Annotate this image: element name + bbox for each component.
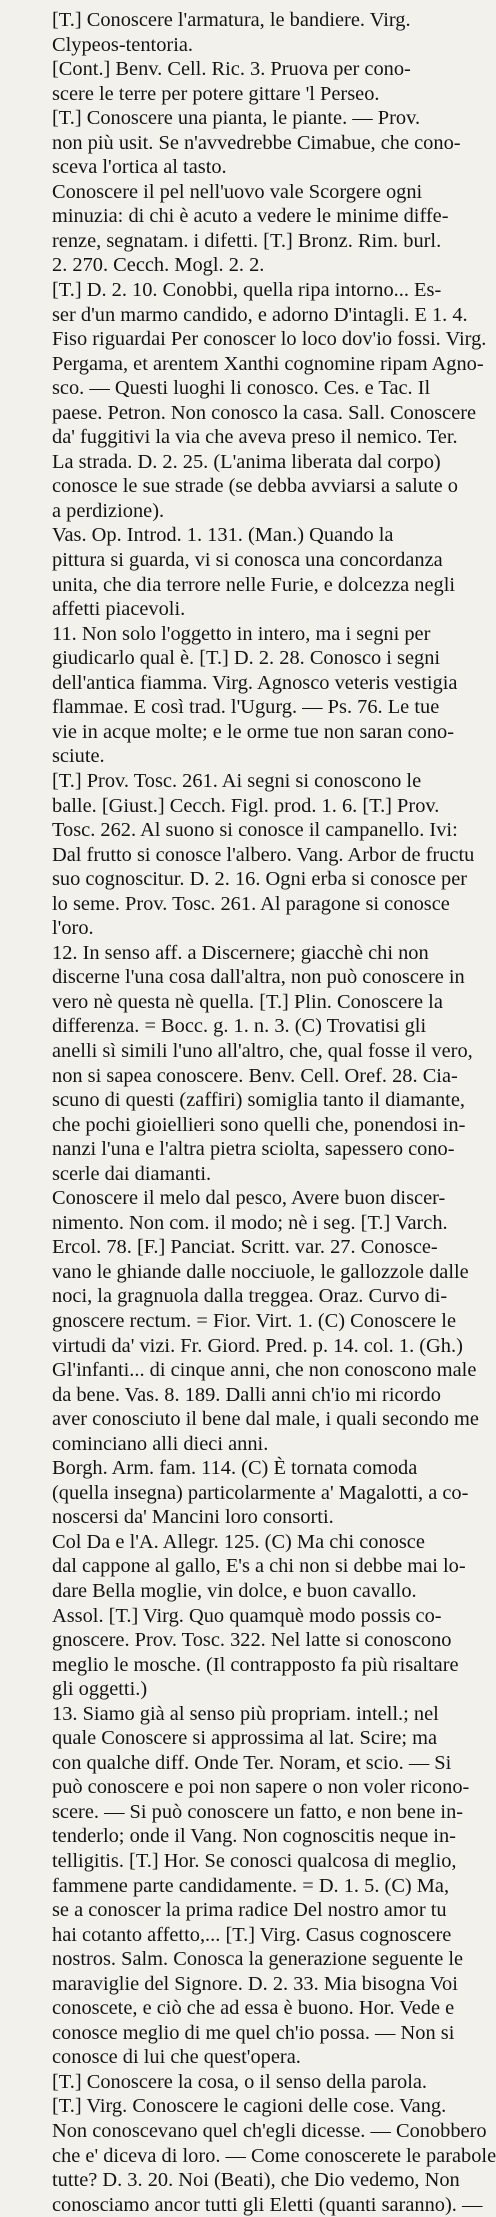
text-line: balle. [Giust.] Cecch. Figl. prod. 1. 6. [T.] Prov. (52, 794, 440, 817)
text-line: conosce meglio di me quel ch'io possa. — Non si (52, 2021, 455, 2044)
dictionary-paragraph (6, 941, 473, 1186)
text-line: Dal frutto si conosce l'albero. Vang. Arbor de fructu (52, 843, 475, 866)
text-line: Fiso riguardai Per conoscer lo loco dov'io fossi. Virg. (52, 328, 487, 351)
text-line: noci, la gragnuola dalla treggea. Oraz. Curvo di- (52, 1285, 448, 1308)
dictionary-paragraph (6, 278, 487, 523)
text-line: Conoscere il pel nell'uovo vale Scorgere ogni (52, 180, 423, 203)
text-line: renze, segnatam. i difetti. [T.] Bronz. Rim. burl. (52, 229, 442, 252)
dictionary-paragraph (6, 1604, 459, 1702)
text-line: con qualche diff. Onde Ter. Noram, et scio. — Si (52, 1751, 452, 1774)
text-line: flammae. E così trad. l'Ugurg. — Ps. 76. Le tue (52, 696, 440, 719)
text-line: gnoscere rectum. = Fior. Virt. 1. (C) Conoscere le (52, 1309, 457, 1332)
text-line: [Cont.] Benv. Cell. Ric. 3. Pruova per cono- (52, 58, 411, 81)
text-line: [T.] Virg. Conoscere le cagioni delle cose. Vang. (52, 2095, 447, 2118)
dictionary-paragraph (6, 769, 475, 941)
text-line: gnoscere. Prov. Tosc. 322. Nel latte si conoscono (52, 1629, 452, 1652)
dictionary-paragraph (6, 1530, 466, 1604)
text-line: telligitis. [T.] Hor. Se conosci qualcosa di meglio, (52, 1850, 457, 1873)
text-line: da bene. Vas. 8. 189. Dalli anni ch'io mi ricordo (52, 1383, 441, 1406)
dictionary-paragraph (6, 523, 456, 621)
text-line: ser d'un marmo candido, e adorno D'intagli. E 1. 4. (52, 303, 468, 326)
text-line: virtudi da' vizi. Fr. Giord. Pred. p. 14. col. 1. (Gh.) (52, 1334, 463, 1357)
text-line: Pergama, et arentem Xanthi cognomine ripam Agno- (52, 352, 484, 375)
text-line: noscersi da' Mancini loro consorti. (52, 1506, 334, 1529)
text-line: conosce di lui che quest'opera. (52, 2046, 301, 2069)
text-line: cominciano alli dieci anni. (52, 1432, 269, 1455)
text-line: vano le ghiande dalle nocciuole, le gallozzole dalle (52, 1260, 469, 1283)
text-line: vie in acque molte; e le orme tue non saran cono- (52, 720, 454, 743)
text-line: dare Bella moglie, vin dolce, e buon cavallo. (52, 1580, 417, 1602)
text-line: minuzia: di chi è acuto a vedere le minime diffe- (52, 205, 449, 228)
text-line: che pochi gioiellieri sono quelli che, ponendosi in- (52, 1113, 466, 1136)
text-line: aver conosciuto il bene dal male, i quali secondo me (52, 1408, 479, 1431)
text-line: paese. Petron. Non conosco la casa. Sall. Conoscere (52, 401, 477, 424)
text-line: Col Da e l'A. Allegr. 125. (C) Ma chi conosce (52, 1530, 425, 1553)
text-line: Assol. [T.] Virg. Quo quamquè modo possis co- (52, 1604, 442, 1627)
text-line: quale Conoscere si approssima al lat. Scire; ma (52, 1727, 438, 1750)
text-line: fammene parte candidamente. = D. 1. 5. (C) Ma, (52, 1874, 450, 1897)
text-line: La strada. D. 2. 25. (L'anima liberata dal corpo) (52, 450, 441, 473)
text-line: differenza. = Bocc. g. 1. n. 3. (C) Trovatisi gli (52, 1015, 427, 1038)
text-line: giudicarlo qual è. [T.] D. 2. 28. Conosco i segni (52, 647, 441, 670)
text-line: 12. In senso aff. a Discernere; giacchè chi non (52, 941, 429, 964)
text-line: 13. Siamo già al senso più propriam. intell.; nel (52, 1702, 439, 1725)
text-line: 2. 270. Cecch. Mogl. 2. 2. (52, 254, 265, 277)
text-line: lo seme. Prov. Tosc. 261. Al paragone si conosce (52, 892, 450, 915)
dictionary-paragraph (6, 8, 452, 57)
text-line: suo cognoscitur. D. 2. 16. Ogni erba si conosce per (52, 868, 468, 891)
text-line: dal cappone al gallo, E's a chi non si debbe mai lo- (52, 1555, 466, 1578)
text-line: scere. — Si può conoscere un fatto, e non bene in- (52, 1800, 464, 1823)
text-line: Gl'infanti... di cinque anni, che non conoscono male (52, 1359, 477, 1382)
text-line: [T.] Conoscere una pianta, le piante. — Prov. (52, 107, 421, 130)
dictionary-paragraph (6, 106, 461, 180)
text-line: a perdizione). (52, 499, 165, 522)
text-line: unita, che dia terrore nelle Furie, e dolcezza negli (52, 573, 456, 596)
text-line: non si sapea conoscere. Benv. Cell. Oref. 28. Cia- (52, 1064, 458, 1087)
text-line: [T.] Conoscere l'armatura, le bandiere. Virg. (52, 9, 411, 31)
text-line: maraviglie del Signore. D. 2. 33. Mia bisogna Voi (52, 1972, 458, 1995)
text-line: sceva l'ortica al tasto. (52, 156, 227, 179)
dictionary-paragraph (6, 57, 452, 106)
dictionary-paragraph (6, 1186, 479, 1456)
text-line: affetti piacevoli. (52, 598, 186, 621)
dictionary-paragraph (6, 1456, 469, 1530)
text-line: scerle dai diamanti. (52, 1162, 212, 1185)
text-line: anelli sì simili l'uno all'altro, che, qual fosse il vero, (52, 1039, 473, 1062)
text-line: [T.] Prov. Tosc. 261. Ai segni si conoscono le (52, 769, 422, 792)
dictionary-paragraph (6, 2070, 496, 2217)
text-line: 11. Non solo l'oggetto in intero, ma i segni per (52, 622, 431, 645)
text-line: nostros. Salm. Conosca la generazione seguente le (52, 1948, 464, 1971)
text-line: [T.] D. 2. 10. Conobbi, quella ripa intorno... Es- (52, 279, 442, 302)
text-line: tenderlo; onde il Vang. Non cognoscitis neque in- (52, 1825, 456, 1848)
text-line: scere le terre per potere gittare 'l Perseo. (52, 82, 380, 105)
text-line: Borgh. Arm. fam. 114. (C) È tornata comoda (52, 1457, 418, 1480)
text-line: non più usit. Se n'avvedrebbe Cimabue, che cono- (52, 131, 461, 154)
text-line: pittura si guarda, vi si conosca una concordanza (52, 549, 443, 572)
text-line: Non conoscevano quel ch'egli dicesse. — Conobbero (52, 2120, 487, 2143)
text-line: meglio le mosche. (Il contrapposto fa più risaltare (52, 1653, 459, 1676)
dictionary-paragraph (6, 180, 452, 278)
text-line: che e' diceva di loro. — Come conoscerete le parabole (52, 2144, 496, 2167)
text-line: hai cotanto affetto,... [T.] Virg. Casus cognoscere (52, 1923, 452, 1946)
text-line: Vas. Op. Introd. 1. 131. (Man.) Quando la (52, 524, 394, 547)
text-line: Clypeos-tentoria. (52, 33, 194, 56)
text-line: sciute. (52, 745, 105, 768)
text-line: nanzi l'una e l'altra pietra sciolta, sapessero cono- (52, 1138, 455, 1161)
text-line: [T.] Conoscere la cosa, o il senso della parola. (52, 2070, 428, 2093)
text-line: tutte? D. 3. 20. Noi (Beati), che Dio vedemo, Non (52, 2169, 460, 2192)
text-line: Ercol. 78. [F.] Panciat. Scritt. var. 27. Conosce- (52, 1236, 438, 1259)
text-line: Conoscere il melo dal pesco, Avere buon discer- (52, 1187, 446, 1210)
text-line: vero nè questa nè quella. [T.] Plin. Conoscere la (52, 990, 443, 1013)
text-line: da' fuggitivi la via che aveva preso il nemico. Ter. (52, 426, 458, 449)
text-line: scuno di questi (zaffiri) somiglia tanto il diamante, (52, 1089, 465, 1112)
text-line: Tosc. 262. Al suono si conosce il campanello. Ivi: (52, 819, 458, 842)
text-line: (quella insegna) particolarmente a' Magalotti, a co- (52, 1481, 469, 1504)
text-line: se a conoscer la prima radice Del nostro amor tu (52, 1899, 447, 1922)
text-line: discerne l'una cosa dall'altra, non può conoscere in (52, 966, 465, 989)
dictionary-paragraph (6, 622, 458, 769)
text-line: conosciamo ancor tutti gli Eletti (quanti saranno). — (52, 2193, 483, 2216)
text-line: conoscete, e ciò che ad essa è buono. Hor. Vede e (52, 1997, 455, 2020)
text-line: dell'antica fiamma. Virg. Agnosco veteris vestigia (52, 671, 458, 694)
text-line: può conoscere e poi non sapere o non voler ricono- (52, 1776, 470, 1799)
text-line: l'oro. (52, 917, 94, 940)
text-line: conosce le sue strade (se debba avviarsi a salute o (52, 475, 458, 498)
text-line: sco. — Questi luoghi li conosco. Ces. e Tac. Il (52, 377, 431, 400)
dictionary-paragraph (6, 1702, 470, 2070)
text-line: gli oggetti.) (52, 1678, 148, 1701)
text-line: nimento. Non com. il modo; nè i seg. [T.] Varch. (52, 1211, 448, 1234)
